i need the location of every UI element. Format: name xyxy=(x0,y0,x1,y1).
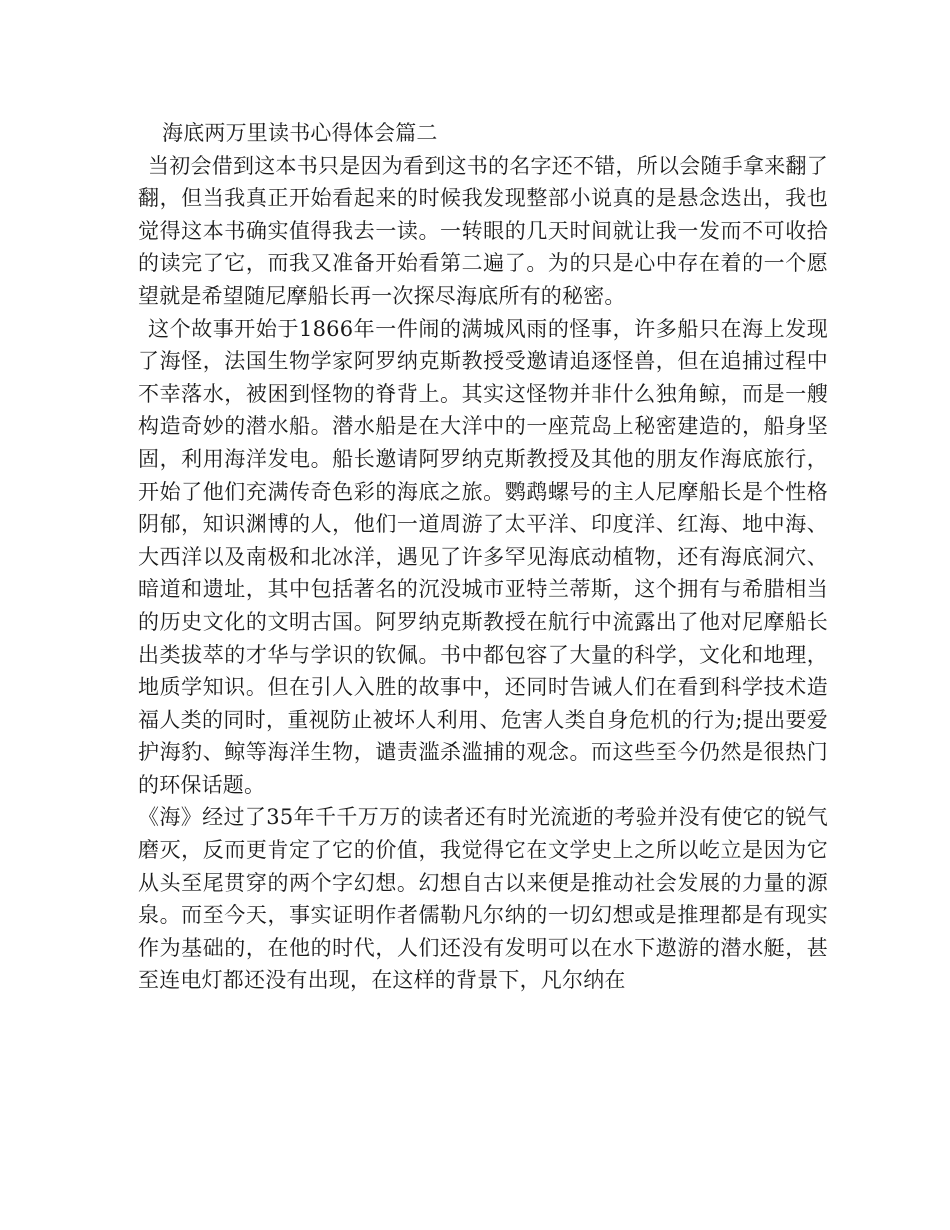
document-title: 海底两万里读书心得体会篇二 xyxy=(162,121,438,145)
paragraph-reflection: 《海》经过了35年千千万万的读者还有时光流逝的考验并没有使它的锐气磨灭，反而更肯定了它的价值，我觉得它在文学史上之所以屹立是因为它从头至尾贯穿的两个字幻想。幻想自古以来便是推动社会发展的力量的源泉。而至今天，事实证明作者儒勒凡尔纳的一切幻想或是推理都是有现实作为基础的，在他的时代，人们还没有发明可以在水下遨游的潜水艇，甚至连电灯都还没有出现，在这样的背景下，凡尔纳在 xyxy=(138,805,828,993)
paragraph-story-summary: 这个故事开始于1866年一件闹的满城风雨的怪事，许多船只在海上发现了海怪，法国生物学家阿罗纳克斯教授受邀请追逐怪兽，但在追捕过程中不幸落水，被困到怪物的脊背上。其实这怪物并非什么独角鲸，而是一艘构造奇妙的潜水船。潜水船是在大洋中的一座荒岛上秘密建造的，船身坚固，利用海洋发电。船长邀请阿罗纳克斯教授及其他的朋友作海底旅行，开始了他们充满传奇色彩的海底之旅。鹦鹉螺号的主人尼摩船长是个性格阴郁，知识渊博的人，他们一道周游了太平洋、印度洋、红海、地中海、大西洋以及南极和北冰洋，遇见了许多罕见海底动植物，还有海底洞穴、暗道和遗址，其中包括著名的沉没城市亚特兰蒂斯，这个拥有与希腊相当的历史文化的文明古国。阿罗纳克斯教授在航行中流露出了他对尼摩船长出类拔萃的才华与学识的钦佩。书中都包容了大量的科学，文化和地理，地质学知识。但在引人入胜的故事中，还同时告诫人们在看到科学技术造福人类的同时，重视防止被坏人利用、危害人类自身危机的行为;提出要爱护海豹、鲸等海洋生物，谴责滥杀滥捕的观念。而这些至今仍然是很热门的环保话题。 xyxy=(138,316,828,797)
paragraph-intro: 当初会借到这本书只是因为看到这书的名字还不错，所以会随手拿来翻了翻，但当我真正开始看起来的时候我发现整部小说真的是悬念迭出，我也觉得这本书确实值得我去一读。一转眼的几天时间就让我一发而不可收拾的读完了它，而我又准备开始看第二遍了。为的只是心中存在着的一个愿望就是希望随尼摩船长再一次探尽海底所有的秘密。 xyxy=(138,153,828,308)
document-body xyxy=(138,117,828,997)
